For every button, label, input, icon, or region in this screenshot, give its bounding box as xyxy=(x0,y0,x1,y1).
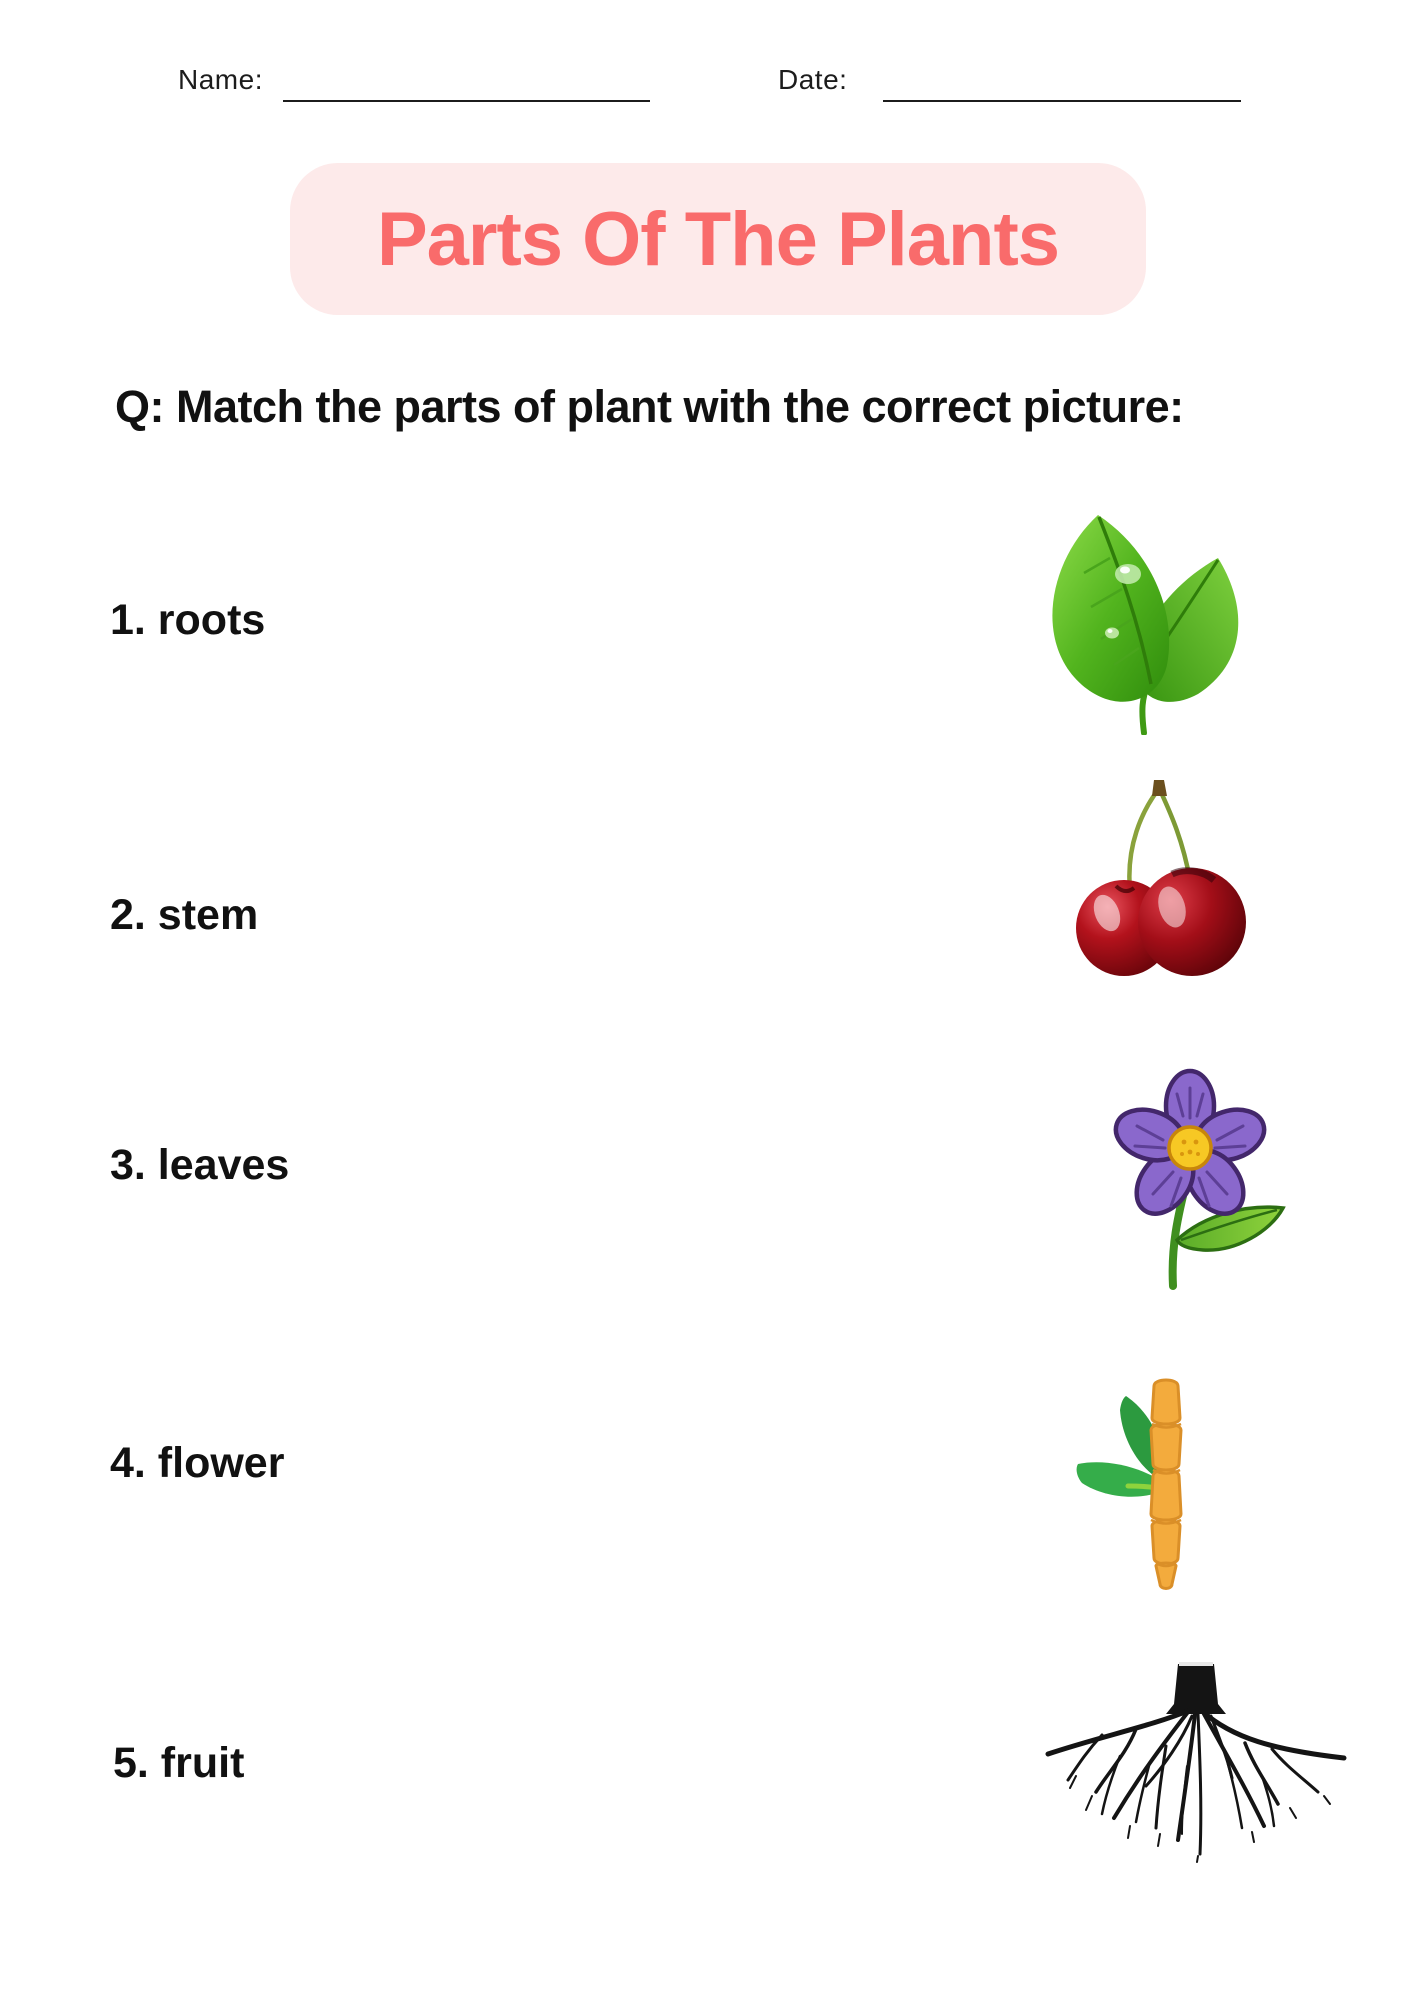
question-text: Q: Match the parts of plant with the correct picture: xyxy=(115,381,1184,432)
name-blank-line xyxy=(283,100,650,102)
date-label: Date: xyxy=(778,64,848,95)
cherries-image xyxy=(1072,776,1247,981)
item-label-stem: 2. stem xyxy=(110,891,259,939)
name-label: Name: xyxy=(178,64,263,95)
item-label-fruit: 5. fruit xyxy=(113,1739,245,1787)
leaves-image xyxy=(1040,503,1250,735)
item-label-roots: 1. roots xyxy=(110,596,266,644)
title-banner xyxy=(290,163,1146,315)
item-label-flower: 4. flower xyxy=(110,1439,285,1487)
flower-image xyxy=(1085,1066,1290,1296)
item-label-leaves: 3. leaves xyxy=(110,1141,290,1189)
bamboo-stem-image xyxy=(1068,1366,1203,1594)
date-blank-line xyxy=(883,100,1241,102)
page-title: Parts Of The Plants xyxy=(376,196,1060,282)
roots-image xyxy=(1040,1656,1352,1864)
